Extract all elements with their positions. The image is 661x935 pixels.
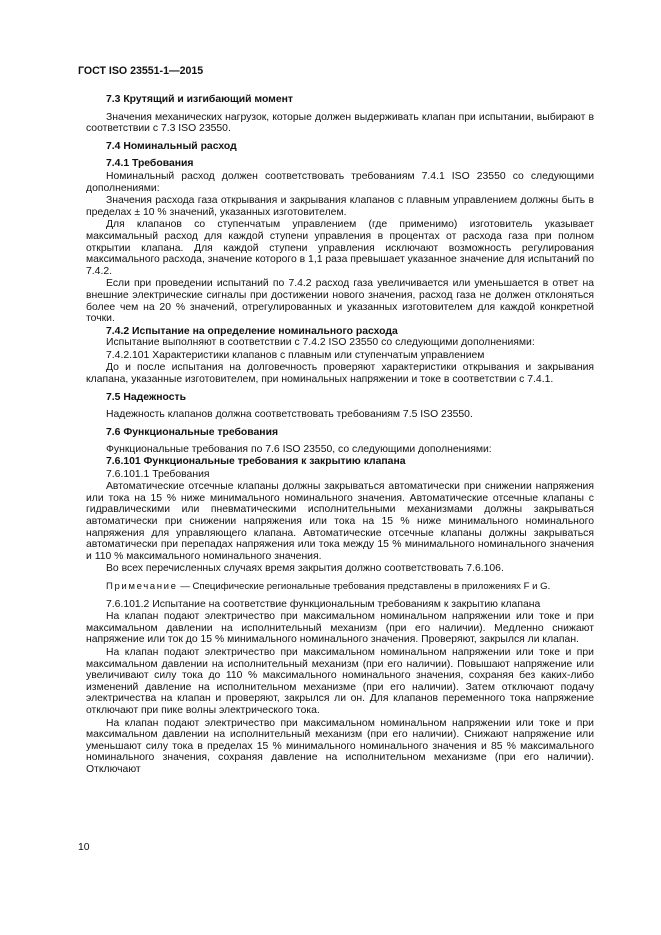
page-number: 10 [78,842,90,853]
paragraph: 7.6.101.2 Испытание на соответствие функциональным требованиям к закрытию клапана [106,598,541,610]
section-7-6-101-heading: 7.6.101 Функциональные требования к закрытию клапана [106,456,406,468]
page-body [86,94,594,775]
section-7-6-heading: 7.6 Функциональные требования [106,426,279,438]
paragraph: Значения механических нагрузок, которые должен выдерживать клапан при испытании, выбирают в соответствии с 7.3 ISO 23550. [86,111,594,135]
section-7-4-heading: 7.4 Номинальный расход [106,140,237,152]
paragraph: 7.6.101.1 Требования [106,468,210,480]
section-7-5-heading: 7.5 Надежность [106,391,186,403]
paragraph: Надежность клапанов должна соответствовать требованиям 7.5 ISO 23550. [106,409,473,421]
section-7-3-heading: 7.3 Крутящий и изгибающий момент [106,94,294,105]
paragraph: На клапан подают электричество при максимальном номинальном напряжении или токе и при максимальном давлении на исполнительный механизм (при его наличии). Повышают напряжение или увеличивают силу тока до 110 % максимального номинального значения, сохраняя без каких-либо изменений давление на исполнительном механизме (при его наличии). Затем отключают подачу электричества на клапан и проверяют, закрылся ли он. Для клапанов переменного тока напряжение отключают при пике волны электрического тока. [86,646,594,716]
section-7-4-2-heading: 7.4.2 Испытание на определение номинального расхода [106,325,398,337]
paragraph: Во всех перечисленных случаях время закрытия должно соответствовать 7.6.106. [106,563,504,575]
paragraph: Испытание выполняют в соответствии с 7.4.2 ISO 23550 со следующими дополнениями: [106,337,535,349]
paragraph: До и после испытания на долговечность проверяют характеристики открывания и закрывания клапана, указанные изготовителем, при номинальных напряжении и токе в соответствии с 7.4.1. [86,362,594,386]
paragraph: Если при проведении испытаний по 7.4.2 расход газа увеличивается или уменьшается в ответ на внешние электрические сигналы при достижении нового значения, расход газа не должен отклоняться более чем на 20 % значений, отрегулированных и указанных изготовителем для каждой конкретной точки. [86,278,594,325]
paragraph: 7.4.2.101 Характеристики клапанов с плавным или ступенчатым управлением [106,349,485,361]
note-text: — Специфические региональные требования представлены в приложениях F и G. [177,580,551,592]
paragraph: Номинальный расход должен соответствовать требованиям 7.4.1 ISO 23550 со следующими дополнениями: [86,170,594,194]
paragraph: Автоматические отсечные клапаны должны закрываться автоматически при снижении напряжения или тока на 15 % ниже минимального номинального значения. Автоматические отсечные клапаны с гидравлическими или пневматическими исполнительными механизмами должны закрываться автоматически при снижении напряжения или тока на 15 % ниже минимального номинального напряжения для управляющего клапана. Автоматические отсечные клапаны должны закрываться автоматически при перепадах напряжения или тока между 15 % минимального номинального значения и 110 % максимального номинального значения. [86,481,594,562]
paragraph: Для клапанов со ступенчатым управлением (где применимо) изготовитель указывает максимальный расход для каждой ступени управления в процентах от расхода газа при полном открытии клапана. Для каждой ступени управления исключают возможность регулирования максимального расхода, значение которого в 1,1 раза превышает указанное значение для испытаний по 7.4.2. [86,219,594,277]
paragraph: На клапан подают электричество при максимальном номинальном напряжении или токе и при максимальном давлении на исполнительный механизм (при его наличии). Снижают напряжение или уменьшают силу тока в пределах 15 % минимального номинального значения и 85 % максимального номинального значения, сохраняя давление на исполнительном механизме (при его наличии). Отключают [86,717,594,775]
paragraph: Значения расхода газа открывания и закрывания клапанов с плавным управлением должны быть в пределах ± 10 % значений, указанных изготовителем. [86,195,594,218]
paragraph: Функциональные требования по 7.6 ISO 23550, со следующими дополнениями: [106,444,492,456]
note-label: Примечание [106,580,178,592]
document-header: ГОСТ ISO 23551-1—2015 [78,65,204,77]
note [86,581,594,593]
section-7-4-1-heading: 7.4.1 Требования [106,158,194,170]
paragraph: На клапан подают электричество при максимальном номинальном напряжении или токе и при максимальном давлении на исполнительный механизм (при его наличии). Медленно снижают напряжение или ток до 15 % минимального номинального значения. Проверяют, закрылся ли клапан. [86,611,594,646]
